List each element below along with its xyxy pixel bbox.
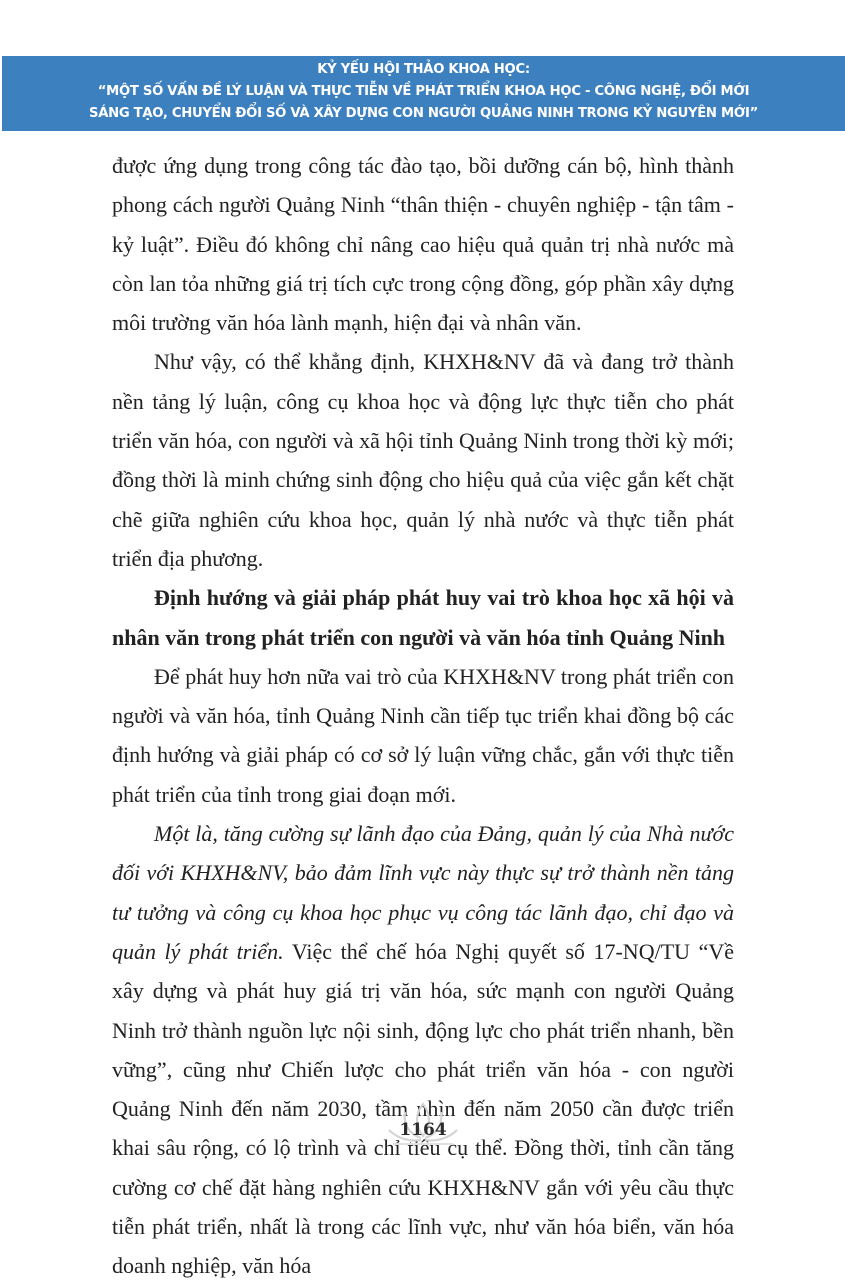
header-title: KỶ YẾU HỘI THẢO KHOA HỌC: [317,62,530,77]
paragraph-1: được ứng dụng trong công tác đào tạo, bồi dưỡng cán bộ, hình thành phong cách người Quảng Ninh “thân thiện - chuyên nghiệp - tận tâm - kỷ luật”. Điều đó không chỉ nâng cao hiệu quả quản trị nhà nước mà còn lan tỏa những giá trị tích cực trong cộng đồng, góp phần xây dựng môi trường văn hóa lành mạnh, hiện đại và nhân văn. [112,153,734,336]
header-subtitle-line1: “MỘT SỐ VẤN ĐỀ LÝ LUẬN VÀ THỰC TIỄN VỀ PHÁT TRIỂN KHOA HỌC - CÔNG NGHỆ, ĐỔI MỚI [97,84,750,99]
paragraph-3: Để phát huy hơn nữa vai trò của KHXH&NV trong phát triển con người và văn hóa, tỉnh Quảng Ninh cần tiếp tục triển khai đồng bộ các định hướng và giải pháp có cơ sở lý luận vững chắc, gắn với thực tiễn phát triển của tỉnh trong giai đoạn mới. [112,663,734,807]
page-number: 1164 [399,1120,447,1140]
page-footer [385,1100,461,1150]
header-banner [2,56,845,131]
paragraph-4-italic-lead: Một là, tăng cường sự lãnh đạo của Đảng, quản lý của Nhà nước đối với KHXH&NV, bảo đảm lĩnh vực này thực sự trở thành nền tảng tư tưởng và công cụ khoa học phục vụ công tác lãnh đạo, chỉ đạo và quản lý phát triển. [112,821,734,964]
paragraph-4 [112,814,734,1286]
paragraph-2: Như vậy, có thể khẳng định, KHXH&NV đã và đang trở thành nền tảng lý luận, công cụ khoa học và động lực thực tiễn cho phát triển văn hóa, con người và xã hội tỉnh Quảng Ninh trong thời kỳ mới; đồng thời là minh chứng sinh động cho hiệu quả của việc gắn kết chặt chẽ giữa nghiên cứu khoa học, quản lý nhà nước và thực tiễn phát triển địa phương. [112,349,734,571]
paragraph-4-body: Việc thể chế hóa Nghị quyết số 17-NQ/TU “Về xây dựng và phát huy giá trị văn hóa, sức mạnh con người Quảng Ninh trở thành nguồn lực nội sinh, động lực cho phát triển nhanh, bền vững”, cũng như Chiến lược cho phát triển văn hóa - con người Quảng Ninh đến năm 2030, tầm nhìn đến năm 2050 cần được triển khai sâu rộng, có lộ trình và chỉ tiêu cụ thể. Đồng thời, tỉnh cần tăng cường cơ chế đặt hàng nghiên cứu KHXH&NV gắn với yêu cầu thực tiễn phát triển, nhất là trong các lĩnh vực, như văn hóa biển, văn hóa doanh nghiệp, văn hóa [112,938,734,1279]
header-subtitle-line2: SÁNG TẠO, CHUYỂN ĐỔI SỐ VÀ XÂY DỰNG CON NGƯỜI QUẢNG NINH TRONG KỶ NGUYÊN MỚI” [89,106,758,121]
section-heading: Định hướng và giải pháp phát huy vai trò khoa học xã hội và nhân văn trong phát triển con người và văn hóa tỉnh Quảng Ninh [112,585,734,650]
